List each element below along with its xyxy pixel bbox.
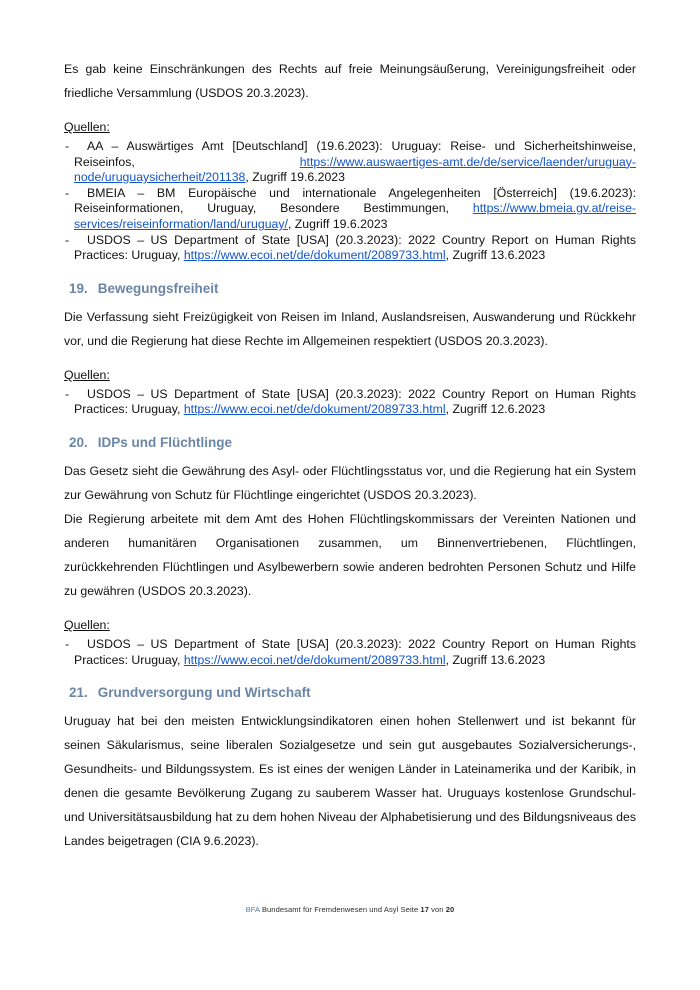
section-number: 19. [69,280,88,296]
source-text: , Zugriff 12.6.2023 [445,402,546,417]
source-link[interactable]: https://www.ecoi.net/de/dokument/2089733.html [183,652,446,667]
source-text: , Zugriff 13.6.2023 [445,652,546,667]
section-heading-21 [64,684,636,701]
section-title: IDPs und Flüchtlinge [97,434,233,450]
source-text: BMEIA – BM Europäische und internationale Angelegenheiten [Österreich] (19.6.2023): Reiseinformationen, Uruguay, Besondere Bestimmungen, [74,185,636,216]
sources-list [64,139,636,264]
section-title: Bewegungsfreiheit [97,280,219,296]
sources-label: Quellen: [64,367,110,382]
body-paragraph: Die Verfassung sieht Freizügigkeit von Reisen im Inland, Auslandsreisen, Auswanderung und Rückkehr vor, und die Regierung hat diese Rechte im Allgemeinen respektiert (USDOS 20.3.2023). [64,309,636,348]
source-text: , Zugriff 13.6.2023 [445,248,546,263]
source-item [64,233,636,264]
source-text: AA – Auswärtiges Amt [Deutschland] (19.6.2023): Uruguay: Reise- und Sicherheitshinweise, Reiseinfos, [74,139,636,169]
section-title: Grundversorgung und Wirtschaft [97,685,311,701]
sources-label: Quellen: [64,120,110,134]
source-link[interactable]: https://www.bmeia.gv.at/reise-services/reiseinformation/land/uruguay/ [74,201,636,231]
sources-label: Quellen: [64,617,110,632]
footer-page-label: Seite [400,905,419,914]
footer-of-label: von [431,905,444,914]
section-heading-19 [64,280,636,297]
page-footer [0,905,700,915]
source-text: USDOS – US Department of State [USA] (20.3.2023): 2022 Country Report on Human Rights Practices: Uruguay, [74,232,636,263]
section-heading-20 [64,434,636,451]
source-item [64,637,636,668]
source-link[interactable]: https://www.ecoi.net/de/dokument/2089733.html [183,248,446,263]
document-body [64,57,636,865]
source-item [64,387,636,418]
body-paragraph: Uruguay hat bei den meisten Entwicklungsindikatoren einen hohen Stellenwert und ist bekannt für seinen Säkularismus, seine liberalen Sozialgesetze und sein gut ausgebautes Sozialversicherungs-, Gesundheits- und Bildungssystem. Es ist eines der wenigen Länder in Lateinamerika und der Karibik, in denen die gesamte Bevölkerung Zugang zu sauberem Wasser hat. Uruguays kostenlose Grundschul- und Universitätsausbildung hat zu dem hohen Niveau der Alphabetisierung und des Bildungsniveaus des Landes beigetragen (CIA 9.6.2023). [64,714,636,849]
footer-page-total: 20 [445,905,455,914]
source-text: , Zugriff 19.6.2023 [287,216,388,231]
footer-org: Bundesamt für Fremdenwesen und Asyl [261,905,399,914]
sources-list [64,387,636,418]
source-item [64,139,636,186]
body-paragraph: Das Gesetz sieht die Gewährung des Asyl- oder Flüchtlingsstatus vor, und die Regierung hat ein System zur Gewährung von Schutz für Flüchtlinge eingerichtet (USDOS 20.3.2023). [64,463,636,502]
footer-page-current: 17 [420,905,429,914]
footer-brand: BFA [245,905,260,914]
source-link[interactable]: https://www.ecoi.net/de/dokument/2089733.html [183,402,446,417]
source-text: USDOS – US Department of State [USA] (20.3.2023): 2022 Country Report on Human Rights Practices: Uruguay, [74,636,636,667]
source-text: , Zugriff 19.6.2023 [245,170,345,185]
section-number: 20. [69,434,88,450]
source-text: USDOS – US Department of State [USA] (20.3.2023): 2022 Country Report on Human Rights Practices: Uruguay, [74,386,636,417]
body-paragraph: Die Regierung arbeitete mit dem Amt des Hohen Flüchtlingskommissars der Vereinten Nationen und anderen humanitären Organisationen zusammen, um Binnenvertriebenen, Flüchtlingen, zurückkehrenden Flüchtlingen und Asylbewerbern sowie anderen bedrohten Personen Schutz und Hilfe zu gewähren (USDOS 20.3.2023). [64,511,636,598]
sources-list [64,637,636,668]
source-link[interactable]: https://www.auswaertiges-amt.de/de/service/laender/uruguay-node/uruguaysicherheit/201138 [74,154,636,185]
source-item [64,186,636,233]
section-number: 21. [69,685,88,701]
body-paragraph: Es gab keine Einschränkungen des Rechts auf freie Meinungsäußerung, Vereinigungsfreiheit oder friedliche Versammlung (USDOS 20.3.2023). [64,62,636,100]
